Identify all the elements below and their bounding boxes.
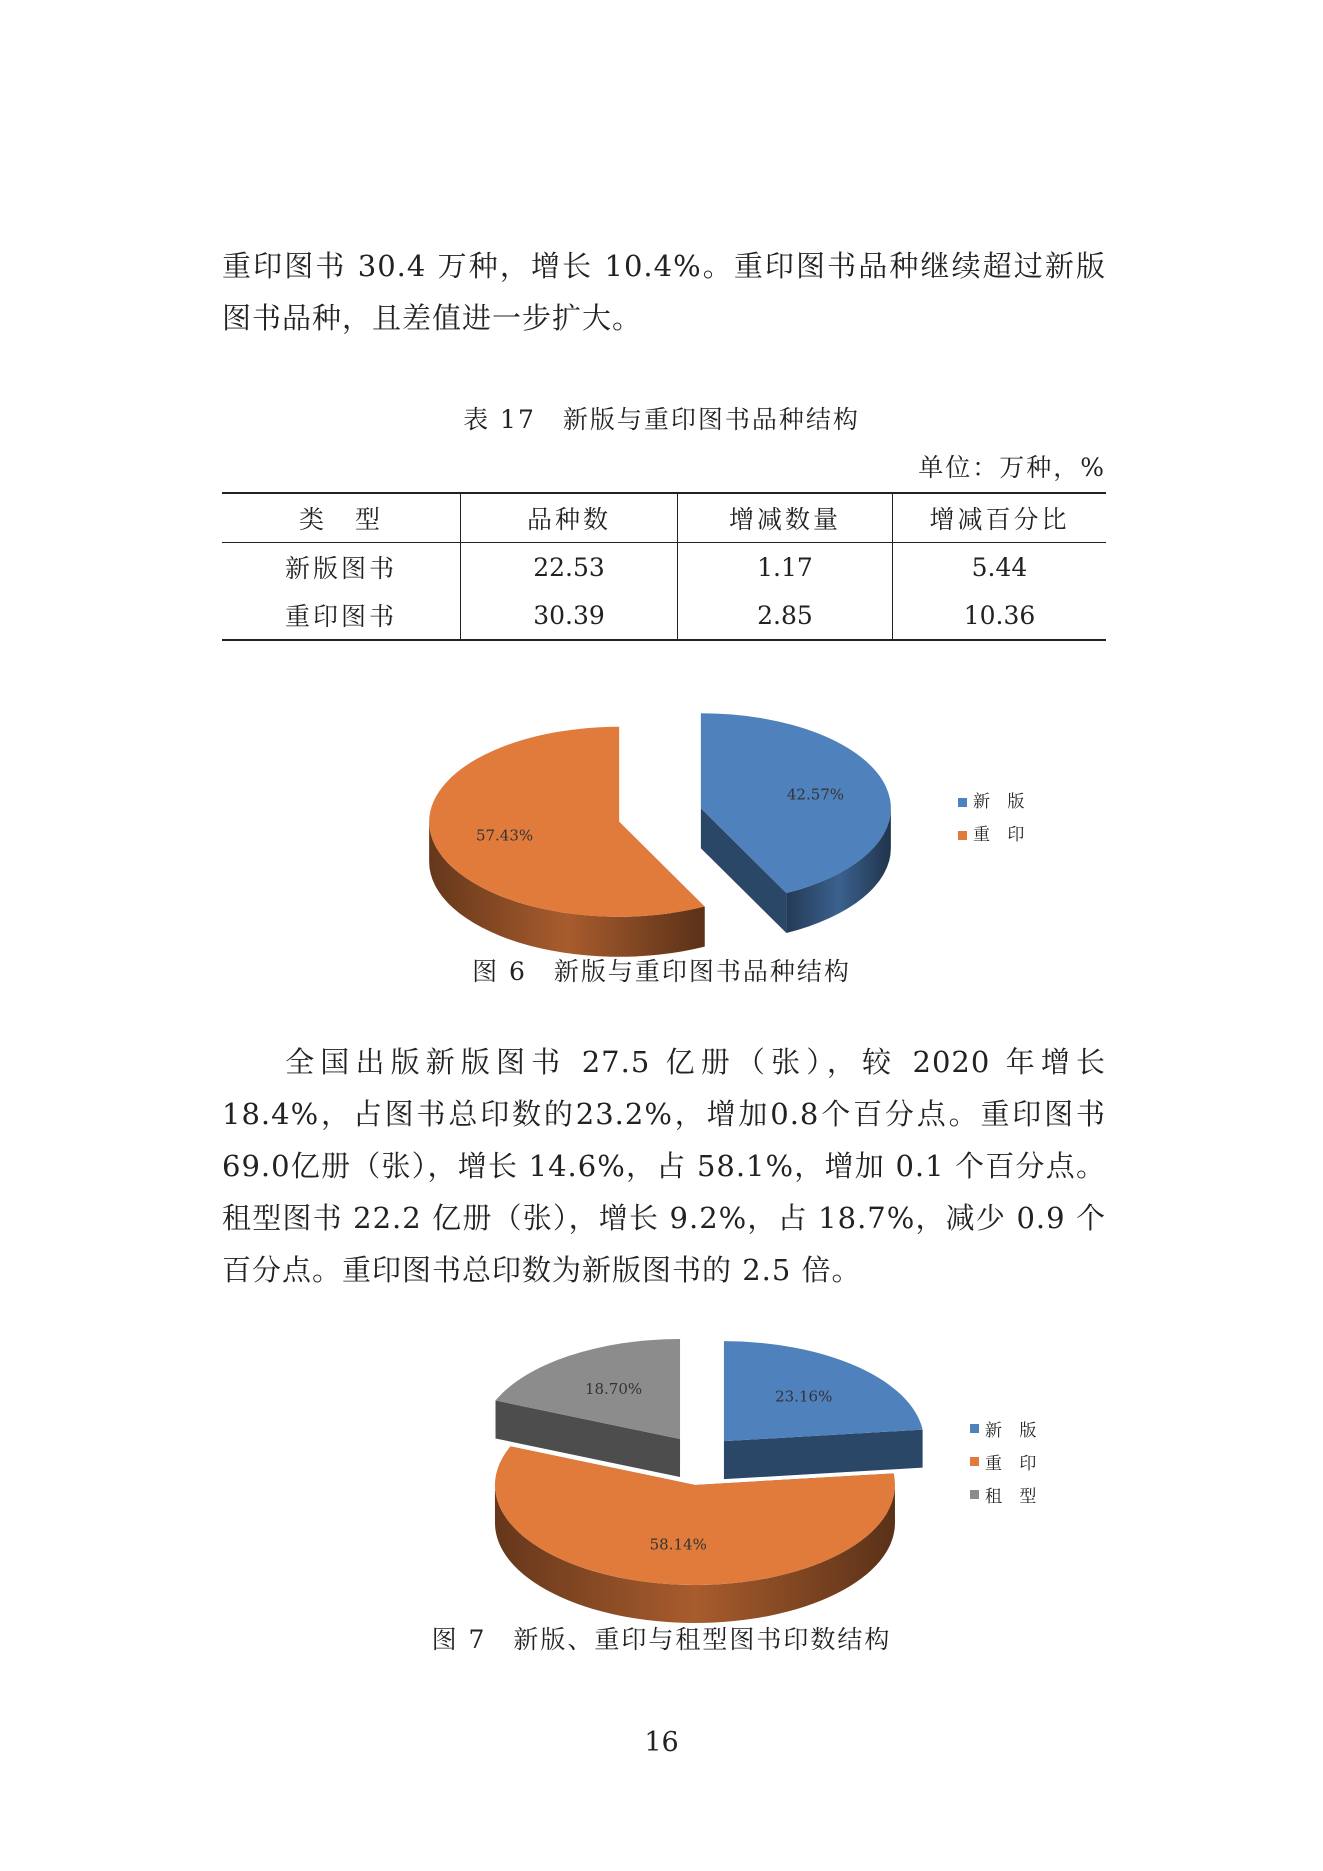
header-change-amount: 增减数量	[678, 493, 893, 543]
table-row	[222, 543, 1106, 592]
header-change-percent: 增减百分比	[893, 493, 1107, 543]
figure-caption: 图 6 新版与重印图书品种结构	[472, 957, 851, 986]
table-header-row	[222, 493, 1106, 543]
pie-slice-label: 23.16%	[775, 1387, 833, 1406]
header-type: 类 型	[298, 505, 383, 534]
cell-titles: 22.53	[461, 543, 678, 592]
paragraph-text: 全国出版新版图书 27.5 亿册（张），较 2020 年增长 18.4%，占图书总印数的23.2%，增加0.8个百分点。重印图书69.0亿册（张），增长 14.6%，占 58.1%，增加 0.1 个百分点。租型图书 22.2 亿册（张），增长 9.2%，占 18.7%，减少 0.9 个百分点。重印图书总印数为新版图书的 2.5 倍。	[222, 1045, 1106, 1287]
legend-label: 重 印	[985, 1454, 1043, 1474]
cell-change-amount: 1.17	[678, 543, 893, 592]
header-titles: 品种数	[461, 493, 678, 543]
table-unit: 单位：万种，%	[918, 453, 1106, 482]
chart-legend	[970, 1412, 1042, 1511]
pie-slice-label: 58.14%	[649, 1535, 707, 1554]
cell-type: 重印图书	[284, 602, 397, 631]
pie-slice-label: 18.70%	[584, 1380, 643, 1399]
legend-item-reprint	[958, 819, 1030, 852]
legend-swatch	[970, 1490, 979, 1499]
chart-legend	[958, 786, 1030, 852]
pie-slice-label: 42.57%	[786, 785, 845, 804]
legend-label: 新 版	[973, 792, 1031, 812]
pie-chart-print-structure	[450, 1310, 950, 1610]
legend-swatch	[970, 1457, 979, 1466]
cell-change-amount: 2.85	[678, 591, 893, 640]
table-caption: 表 17 新版与重印图书品种结构	[463, 405, 860, 434]
cell-change-percent: 10.36	[893, 591, 1107, 640]
legend-item-leased	[970, 1478, 1042, 1511]
legend-item-new	[970, 1412, 1042, 1445]
table-row	[222, 591, 1106, 640]
legend-swatch	[958, 798, 967, 807]
cell-type: 新版图书	[284, 554, 397, 583]
legend-swatch	[970, 1424, 979, 1433]
figure-caption: 图 7 新版、重印与租型图书印数结构	[431, 1625, 892, 1654]
page-number: 16	[644, 1727, 679, 1758]
legend-label: 新 版	[985, 1421, 1043, 1441]
legend-label: 租 型	[985, 1487, 1043, 1507]
title-structure-table	[222, 492, 1106, 641]
paragraph-reprint-titles: 重印图书 30.4 万种，增长 10.4%。重印图书品种继续超过新版图书品种，且差值进一步扩大。	[222, 249, 1106, 335]
cell-titles: 30.39	[461, 591, 678, 640]
legend-item-new	[958, 786, 1030, 819]
pie-chart-title-structure	[410, 685, 910, 945]
legend-item-reprint	[970, 1445, 1042, 1478]
legend-swatch	[958, 831, 967, 840]
pie-slice-label: 57.43%	[475, 826, 534, 845]
cell-change-percent: 5.44	[893, 543, 1107, 592]
legend-label: 重 印	[973, 825, 1031, 845]
paragraph-print-volume	[222, 1036, 1106, 1296]
